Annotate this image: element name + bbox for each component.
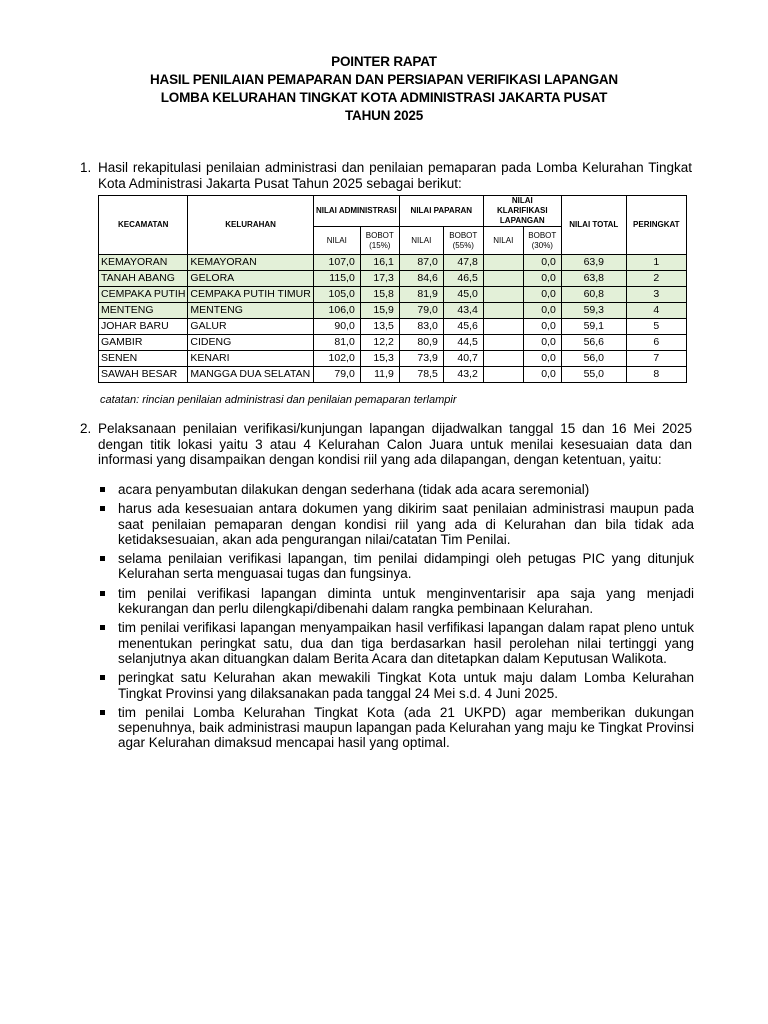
subheader-bobot-15: BOBOT (15%) <box>360 227 399 255</box>
header-kelurahan: KELURAHAN <box>188 196 313 255</box>
item-2 <box>80 421 692 468</box>
cell-nilai-paparan: 73,9 <box>399 351 443 367</box>
cell-nilai-klarifikasi <box>483 287 523 303</box>
cell-peringkat: 7 <box>626 351 686 367</box>
square-bullet-icon <box>100 487 105 492</box>
cell-kecamatan: CEMPAKA PUTIH <box>99 287 188 303</box>
cell-nilai-adm: 79,0 <box>313 367 360 383</box>
subheader-nilai-klarifikasi: NILAI <box>483 227 523 255</box>
cell-kecamatan: KEMAYORAN <box>99 255 188 271</box>
cell-bobot-adm: 15,8 <box>360 287 399 303</box>
cell-kelurahan: CIDENG <box>188 335 313 351</box>
cell-kecamatan: TANAH ABANG <box>99 271 188 287</box>
cell-bobot-paparan: 44,5 <box>443 335 483 351</box>
cell-kelurahan: GELORA <box>188 271 313 287</box>
cell-kelurahan: CEMPAKA PUTIH TIMUR <box>188 287 313 303</box>
cell-nilai-paparan: 83,0 <box>399 319 443 335</box>
cell-nilai-total: 56,6 <box>561 335 626 351</box>
cell-bobot-klarifikasi: 0,0 <box>523 351 561 367</box>
cell-nilai-adm: 81,0 <box>313 335 360 351</box>
cell-bobot-klarifikasi: 0,0 <box>523 271 561 287</box>
cell-bobot-adm: 15,9 <box>360 303 399 319</box>
list-item-text: tim penilai verifikasi lapangan menyampaikan hasil verfifikasi lapangan dalam rapat pleno untuk menentukan peringkat satu, dua dan tiga berdasarkan hasil perolehan nilai tertinggi yang selanjutnya akan dituangkan dalam Berita Acara dan ditetapkan dalam Keputusan Walikota. <box>118 620 694 666</box>
header-nilai-klarifikasi: NILAI KLARIFIKASI LAPANGAN <box>483 196 561 227</box>
cell-bobot-adm: 11,9 <box>360 367 399 383</box>
cell-bobot-paparan: 45,0 <box>443 287 483 303</box>
cell-bobot-klarifikasi: 0,0 <box>523 287 561 303</box>
header-nilai-paparan: NILAI PAPARAN <box>399 196 483 227</box>
list-item-text: tim penilai Lomba Kelurahan Tingkat Kota (ada 21 UKPD) agar memberikan dukungan sepenuhnya, baik administrasi maupun lapangan pada Kelurahan yang maju ke Tingkat Provinsi agar Kelurahan dimaksud mencapai hasil yang optimal. <box>118 704 694 751</box>
cell-peringkat: 8 <box>626 367 686 383</box>
table-row <box>99 271 687 287</box>
cell-kelurahan: KENARI <box>188 351 313 367</box>
list-item-text: selama penilaian verifikasi lapangan, tim penilai didampingi oleh petugas PIC yang ditunjuk Kelurahan serta menguasai tugas dan fungsinya. <box>118 551 694 582</box>
cell-kecamatan: GAMBIR <box>99 335 188 351</box>
title-line-4: TAHUN 2025 <box>344 108 424 123</box>
cell-bobot-klarifikasi: 0,0 <box>523 255 561 271</box>
cell-nilai-klarifikasi <box>483 367 523 383</box>
rekap-table-body <box>99 255 687 383</box>
ketentuan-list <box>98 482 694 755</box>
cell-nilai-paparan: 80,9 <box>399 335 443 351</box>
cell-peringkat: 2 <box>626 271 686 287</box>
table-row <box>99 367 687 383</box>
list-item-text: tim penilai verifikasi lapangan diminta untuk menginventarisir apa saja yang menjadi kekurangan dan perlu dilengkapi/dibenahi dalam rangka pembinaan Kelurahan. <box>118 585 694 617</box>
cell-nilai-total: 63,8 <box>561 271 626 287</box>
list-item <box>98 501 694 547</box>
cell-bobot-klarifikasi: 0,0 <box>523 335 561 351</box>
cell-kelurahan: KEMAYORAN <box>188 255 313 271</box>
title-line-3: LOMBA KELURAHAN TINGKAT KOTA ADMINISTRASI JAKARTA PUSAT <box>160 90 608 105</box>
cell-nilai-total: 63,9 <box>561 255 626 271</box>
cell-nilai-klarifikasi <box>483 319 523 335</box>
square-bullet-icon <box>100 506 105 511</box>
cell-nilai-klarifikasi <box>483 351 523 367</box>
cell-bobot-adm: 13,5 <box>360 319 399 335</box>
subheader-nilai-paparan: NILAI <box>399 227 443 255</box>
cell-nilai-klarifikasi <box>483 271 523 287</box>
title-line-2: HASIL PENILAIAN PEMAPARAN DAN PERSIAPAN VERIFIKASI LAPANGAN <box>150 72 618 87</box>
square-bullet-icon <box>100 675 105 680</box>
cell-nilai-adm: 90,0 <box>313 319 360 335</box>
cell-bobot-klarifikasi: 0,0 <box>523 303 561 319</box>
cell-nilai-paparan: 81,9 <box>399 287 443 303</box>
cell-nilai-adm: 105,0 <box>313 287 360 303</box>
cell-bobot-paparan: 46,5 <box>443 271 483 287</box>
header-nilai-total: NILAI TOTAL <box>561 196 626 255</box>
item-1 <box>80 160 692 191</box>
item-2-text: Pelaksanaan penilaian verifikasi/kunjungan lapangan dijadwalkan tanggal 15 dan 16 Mei 2025 dengan titik lokasi yaitu 3 atau 4 Kelurahan Calon Juara untuk menilai kesesuaian data dan informasi yang disampaikan dengan kondisi riil yang ada dilapangan, dengan ketentuan, yaitu: <box>98 421 692 467</box>
cell-nilai-total: 60,8 <box>561 287 626 303</box>
cell-nilai-paparan: 79,0 <box>399 303 443 319</box>
header-nilai-administrasi: NILAI ADMINISTRASI <box>313 196 399 227</box>
cell-kelurahan: MENTENG <box>188 303 313 319</box>
table-row <box>99 319 687 335</box>
subheader-nilai-adm: NILAI <box>313 227 360 255</box>
header-peringkat: PERINGKAT <box>626 196 686 255</box>
cell-bobot-klarifikasi: 0,0 <box>523 367 561 383</box>
title-line-1: POINTER RAPAT <box>331 54 437 69</box>
cell-kecamatan: SENEN <box>99 351 188 367</box>
item-1-text: Hasil rekapitulasi penilaian administrasi dan penilaian pemaparan pada Lomba Kelurahan Tingkat Kota Administrasi Jakarta Pusat Tahun 2025 sebagai berikut: <box>98 160 692 191</box>
square-bullet-icon <box>100 591 105 596</box>
list-item <box>98 705 694 751</box>
cell-peringkat: 4 <box>626 303 686 319</box>
item-2-number: 2. <box>80 421 92 436</box>
list-item-text: acara penyambutan dilakukan dengan sederhana (tidak ada acara seremonial) <box>118 482 590 497</box>
cell-bobot-adm: 16,1 <box>360 255 399 271</box>
cell-kelurahan: GALUR <box>188 319 313 335</box>
cell-nilai-adm: 107,0 <box>313 255 360 271</box>
cell-bobot-adm: 17,3 <box>360 271 399 287</box>
table-note: catatan: rincian penilaian administrasi dan penilaian pemaparan terlampir <box>100 394 457 406</box>
cell-peringkat: 1 <box>626 255 686 271</box>
list-item-text: peringkat satu Kelurahan akan mewakili Tingkat Kota untuk maju dalam Lomba Kelurahan Tingkat Provinsi yang dilaksanakan pada tanggal 24 Mei s.d. 4 Juni 2025. <box>118 670 694 701</box>
list-item <box>98 670 694 701</box>
subheader-bobot-55: BOBOT (55%) <box>443 227 483 255</box>
list-item <box>98 620 694 666</box>
table-row <box>99 287 687 303</box>
cell-nilai-adm: 115,0 <box>313 271 360 287</box>
cell-bobot-adm: 15,3 <box>360 351 399 367</box>
square-bullet-icon <box>100 556 105 561</box>
cell-kecamatan: SAWAH BESAR <box>99 367 188 383</box>
cell-peringkat: 3 <box>626 287 686 303</box>
cell-nilai-total: 55,0 <box>561 367 626 383</box>
list-item <box>98 586 694 617</box>
cell-bobot-adm: 12,2 <box>360 335 399 351</box>
table-row <box>99 255 687 271</box>
cell-nilai-total: 59,1 <box>561 319 626 335</box>
cell-nilai-klarifikasi <box>483 335 523 351</box>
cell-nilai-klarifikasi <box>483 255 523 271</box>
table-row <box>99 335 687 351</box>
list-item-text: harus ada kesesuaian antara dokumen yang dikirim saat penilaian administrasi maupun pada saat penilaian pemaparan dengan kondisi riil yang ada di Kelurahan dan bila tidak ada ketidaksesuaian, akan ada pengurangan nilai/catatan Tim Penilai. <box>118 501 694 547</box>
cell-nilai-total: 59,3 <box>561 303 626 319</box>
square-bullet-icon <box>100 625 105 630</box>
cell-nilai-paparan: 84,6 <box>399 271 443 287</box>
header-kecamatan: KECAMATAN <box>99 196 188 255</box>
item-1-number: 1. <box>80 160 92 175</box>
cell-nilai-total: 56,0 <box>561 351 626 367</box>
subheader-bobot-30: BOBOT (30%) <box>523 227 561 255</box>
cell-bobot-klarifikasi: 0,0 <box>523 319 561 335</box>
cell-kecamatan: MENTENG <box>99 303 188 319</box>
list-item <box>98 482 694 497</box>
cell-bobot-paparan: 43,2 <box>443 367 483 383</box>
cell-bobot-paparan: 45,6 <box>443 319 483 335</box>
cell-kecamatan: JOHAR BARU <box>99 319 188 335</box>
cell-bobot-paparan: 40,7 <box>443 351 483 367</box>
cell-nilai-klarifikasi <box>483 303 523 319</box>
square-bullet-icon <box>100 710 105 715</box>
cell-nilai-paparan: 78,5 <box>399 367 443 383</box>
cell-nilai-adm: 102,0 <box>313 351 360 367</box>
table-row <box>99 303 687 319</box>
cell-peringkat: 6 <box>626 335 686 351</box>
title-block <box>0 53 768 125</box>
list-item <box>98 551 694 582</box>
cell-nilai-adm: 106,0 <box>313 303 360 319</box>
cell-nilai-paparan: 87,0 <box>399 255 443 271</box>
cell-kelurahan: MANGGA DUA SELATAN <box>188 367 313 383</box>
cell-peringkat: 5 <box>626 319 686 335</box>
rekap-table <box>98 195 687 383</box>
table-row <box>99 351 687 367</box>
cell-bobot-paparan: 43,4 <box>443 303 483 319</box>
cell-bobot-paparan: 47,8 <box>443 255 483 271</box>
